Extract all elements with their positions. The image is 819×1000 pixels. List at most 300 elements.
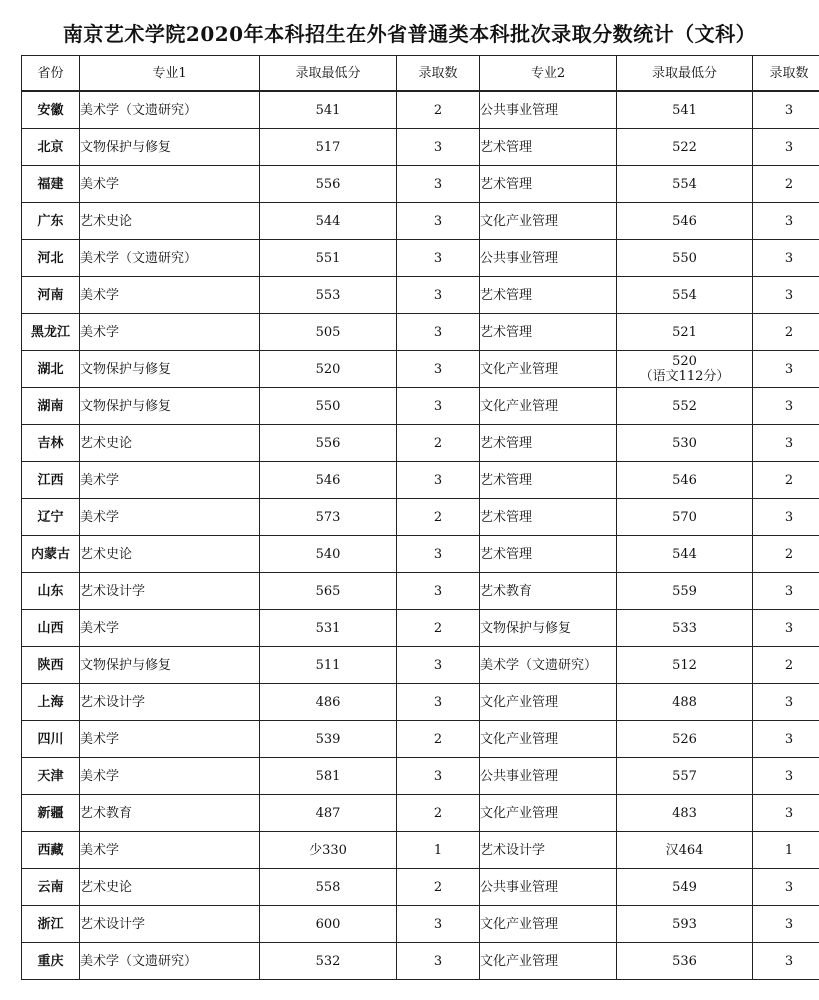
min-score-1-cell-text: 487 — [315, 805, 341, 821]
major-2-cell-text: 文化产业管理 — [480, 953, 559, 969]
admitted-1-cell — [397, 314, 480, 351]
table-row — [22, 314, 819, 351]
min-score-1-cell-text: 546 — [315, 472, 341, 488]
major-2-cell-text: 文化产业管理 — [480, 398, 559, 414]
admitted-2-cell — [753, 166, 819, 203]
major-2-cell — [480, 795, 617, 832]
min-score-1-cell — [260, 91, 397, 129]
province-cell-text: 西藏 — [37, 842, 64, 858]
major-1-cell-text: 文物保护与修复 — [80, 361, 172, 377]
min-score-2-cell — [617, 943, 753, 980]
province-cell — [22, 721, 80, 758]
admitted-1-cell-text: 3 — [433, 324, 443, 340]
admitted-1-cell-text: 3 — [433, 768, 443, 784]
min-score-2-cell-text: 550 — [672, 250, 697, 266]
major-1-cell-text: 美术学 — [80, 842, 120, 858]
min-score-2-cell — [617, 240, 753, 277]
admitted-2-cell-text: 2 — [784, 546, 794, 562]
major-2-cell — [480, 425, 617, 462]
major-2-cell-text: 艺术设计学 — [480, 842, 546, 858]
province-cell — [22, 573, 80, 610]
table-row — [22, 499, 819, 536]
min-score-1-cell — [260, 166, 397, 203]
table-row — [22, 425, 819, 462]
admitted-2-cell-text: 3 — [784, 916, 794, 932]
major-2-cell — [480, 943, 617, 980]
min-score-2-cell-text: 549 — [672, 879, 697, 895]
major-2-cell — [480, 758, 617, 795]
major-2-cell-text: 艺术管理 — [480, 509, 533, 525]
admitted-2-cell-text: 3 — [784, 509, 794, 525]
table-row — [22, 684, 819, 721]
major-1-cell — [80, 203, 260, 240]
min-score-2-cell — [617, 129, 753, 166]
admitted-1-cell-text: 2 — [433, 879, 443, 895]
min-score-1-cell — [260, 129, 397, 166]
major-1-cell-text: 艺术史论 — [80, 879, 133, 895]
min-score-2-cell — [617, 388, 753, 425]
min-score-2-cell-text: 526 — [672, 731, 697, 747]
min-score-2-cell — [617, 795, 753, 832]
min-score-1-cell — [260, 499, 397, 536]
admitted-1-cell-text: 3 — [433, 176, 443, 192]
table-row — [22, 277, 819, 314]
table-header-row — [22, 56, 819, 92]
major-1-cell — [80, 129, 260, 166]
min-score-1-cell — [260, 647, 397, 684]
min-score-1-cell-text: 573 — [315, 509, 341, 525]
admitted-1-cell — [397, 869, 480, 906]
province-cell — [22, 832, 80, 869]
admitted-1-cell-text: 3 — [433, 287, 443, 303]
min-score-1-cell-text: 少330 — [309, 842, 347, 858]
province-cell — [22, 166, 80, 203]
min-score-1-cell — [260, 610, 397, 647]
admitted-2-cell-text: 3 — [784, 102, 794, 118]
admitted-1-cell — [397, 388, 480, 425]
major-1-cell-text: 艺术教育 — [80, 805, 133, 821]
admitted-1-cell — [397, 610, 480, 647]
province-cell — [22, 684, 80, 721]
admitted-1-cell — [397, 758, 480, 795]
major-1-cell-text: 艺术设计学 — [80, 694, 146, 710]
major-2-cell — [480, 91, 617, 129]
major-1-cell — [80, 943, 260, 980]
admitted-1-cell — [397, 425, 480, 462]
min-score-1-cell-text: 581 — [315, 768, 341, 784]
admitted-1-cell-text: 3 — [433, 916, 443, 932]
header-major-1: 专业1 — [80, 56, 260, 92]
min-score-2-cell-text: 汉464 — [665, 842, 704, 858]
province-cell-text: 四川 — [37, 731, 64, 747]
admitted-2-cell — [753, 832, 819, 869]
admitted-1-cell — [397, 573, 480, 610]
min-score-2-cell-text: 522 — [672, 139, 697, 155]
major-2-cell — [480, 166, 617, 203]
table-row — [22, 721, 819, 758]
major-2-cell — [480, 647, 617, 684]
province-cell-text: 广东 — [37, 213, 64, 229]
province-cell-text: 湖南 — [37, 398, 64, 414]
min-score-1-cell-text: 505 — [315, 324, 341, 340]
admitted-2-cell-text: 3 — [784, 398, 794, 414]
min-score-2-cell-text: 536 — [672, 953, 697, 969]
admitted-1-cell-text: 2 — [433, 731, 443, 747]
admitted-2-cell-text: 3 — [784, 805, 794, 821]
admitted-1-cell — [397, 684, 480, 721]
admitted-2-cell — [753, 536, 819, 573]
major-1-cell-text: 美术学 — [80, 176, 120, 192]
major-1-cell — [80, 721, 260, 758]
min-score-1-cell-text: 541 — [315, 102, 341, 118]
header-province: 省份 — [22, 56, 80, 92]
province-cell-text: 黑龙江 — [30, 324, 70, 340]
min-score-1-cell — [260, 277, 397, 314]
admitted-2-cell — [753, 647, 819, 684]
table-row — [22, 758, 819, 795]
min-score-1-cell — [260, 462, 397, 499]
admitted-2-cell-text: 1 — [784, 842, 794, 858]
table-row — [22, 203, 819, 240]
province-cell-text: 吉林 — [37, 435, 64, 451]
admitted-1-cell — [397, 832, 480, 869]
admitted-1-cell-text: 3 — [433, 472, 443, 488]
major-1-cell-text: 文物保护与修复 — [80, 398, 172, 414]
major-1-cell-text: 艺术设计学 — [80, 583, 146, 599]
major-1-cell — [80, 462, 260, 499]
table-row — [22, 795, 819, 832]
province-cell — [22, 388, 80, 425]
admitted-1-cell-text: 3 — [433, 546, 443, 562]
province-cell-text: 陕西 — [37, 657, 64, 673]
province-cell-text: 安徽 — [37, 102, 64, 118]
province-cell-text: 浙江 — [37, 916, 64, 932]
major-1-cell-text: 美术学 — [80, 620, 120, 636]
min-score-2-cell-text: 530 — [672, 435, 697, 451]
header-min-score-1: 录取最低分 — [260, 56, 397, 92]
admitted-1-cell-text: 3 — [433, 213, 443, 229]
min-score-1-cell-text: 539 — [315, 731, 341, 747]
table-row — [22, 832, 819, 869]
min-score-1-cell-text: 550 — [315, 398, 341, 414]
major-2-cell-text: 文化产业管理 — [480, 731, 559, 747]
min-score-2-cell — [617, 351, 753, 388]
admitted-2-cell-text: 3 — [784, 361, 794, 377]
min-score-2-cell-text: 520 — [672, 354, 697, 369]
min-score-1-cell — [260, 240, 397, 277]
major-2-cell-text: 公共事业管理 — [480, 250, 559, 266]
province-cell-text: 河北 — [37, 250, 64, 266]
page-title: 南京艺术学院2020年本科招生在外省普通类本科批次录取分数统计（文科） — [62, 22, 757, 46]
header-min-score-2: 录取最低分 — [617, 56, 753, 92]
major-1-cell-text: 美术学（文遗研究） — [80, 953, 198, 969]
min-score-1-cell-text: 556 — [315, 435, 341, 451]
admitted-1-cell — [397, 277, 480, 314]
admitted-2-cell — [753, 499, 819, 536]
min-score-1-cell — [260, 388, 397, 425]
min-score-2-cell-text: 544 — [672, 546, 697, 562]
admitted-2-cell — [753, 758, 819, 795]
admitted-2-cell — [753, 314, 819, 351]
major-1-cell-text: 美术学 — [80, 324, 120, 340]
min-score-1-cell-text: 540 — [315, 546, 341, 562]
admitted-1-cell — [397, 536, 480, 573]
admitted-2-cell-text: 3 — [784, 731, 794, 747]
table-row — [22, 351, 819, 388]
admitted-2-cell — [753, 388, 819, 425]
province-cell — [22, 943, 80, 980]
admitted-2-cell — [753, 351, 819, 388]
admitted-1-cell — [397, 499, 480, 536]
min-score-1-cell-text: 520 — [315, 361, 341, 377]
header-major-2: 专业2 — [480, 56, 617, 92]
province-cell — [22, 795, 80, 832]
min-score-1-cell — [260, 906, 397, 943]
admitted-1-cell — [397, 351, 480, 388]
admitted-1-cell-text: 2 — [433, 620, 443, 636]
major-1-cell — [80, 610, 260, 647]
header-admitted-1: 录取数 — [397, 56, 480, 92]
admitted-2-cell-text: 2 — [784, 472, 794, 488]
table-row — [22, 166, 819, 203]
major-1-cell — [80, 573, 260, 610]
min-score-2-cell-text: 533 — [672, 620, 697, 636]
admitted-2-cell — [753, 721, 819, 758]
province-cell-text: 湖北 — [37, 361, 64, 377]
major-1-cell-text: 美术学 — [80, 472, 120, 488]
province-cell — [22, 91, 80, 129]
admitted-2-cell — [753, 573, 819, 610]
major-1-cell-text: 文物保护与修复 — [80, 139, 172, 155]
min-score-1-cell-text: 486 — [315, 694, 341, 710]
min-score-1-cell — [260, 795, 397, 832]
major-1-cell — [80, 795, 260, 832]
province-cell — [22, 536, 80, 573]
min-score-1-cell — [260, 314, 397, 351]
major-1-cell — [80, 91, 260, 129]
province-cell — [22, 462, 80, 499]
major-2-cell-text: 艺术管理 — [480, 546, 533, 562]
min-score-1-cell-text: 556 — [315, 176, 341, 192]
table-row — [22, 129, 819, 166]
min-score-2-cell — [617, 499, 753, 536]
min-score-1-cell — [260, 351, 397, 388]
admitted-1-cell-text: 3 — [433, 398, 443, 414]
admitted-2-cell — [753, 240, 819, 277]
province-cell-text: 天津 — [37, 768, 64, 784]
min-score-1-cell-text: 511 — [315, 657, 341, 673]
major-2-cell-text: 艺术管理 — [480, 176, 533, 192]
min-score-2-cell-text: 593 — [672, 916, 697, 932]
admitted-1-cell-text: 2 — [433, 435, 443, 451]
major-2-cell — [480, 240, 617, 277]
major-1-cell-text: 美术学（文遗研究） — [80, 250, 198, 266]
major-2-cell-text: 文物保护与修复 — [480, 620, 572, 636]
min-score-1-cell — [260, 869, 397, 906]
admitted-1-cell-text: 2 — [433, 102, 443, 118]
major-2-cell — [480, 610, 617, 647]
min-score-1-cell-text: 517 — [315, 139, 341, 155]
min-score-2-cell — [617, 573, 753, 610]
province-cell — [22, 129, 80, 166]
admission-score-table — [21, 55, 819, 980]
admitted-2-cell-text: 3 — [784, 213, 794, 229]
admitted-2-cell-text: 3 — [784, 620, 794, 636]
major-1-cell-text: 艺术史论 — [80, 435, 133, 451]
min-score-2-cell-text: 546 — [672, 213, 697, 229]
province-cell — [22, 240, 80, 277]
table-row — [22, 943, 819, 980]
major-1-cell-text: 艺术史论 — [80, 213, 133, 229]
major-2-cell — [480, 277, 617, 314]
major-2-cell-text: 公共事业管理 — [480, 879, 559, 895]
major-1-cell — [80, 647, 260, 684]
admitted-1-cell — [397, 647, 480, 684]
province-cell-text: 福建 — [37, 176, 64, 192]
min-score-1-cell — [260, 943, 397, 980]
province-cell — [22, 277, 80, 314]
admitted-1-cell — [397, 240, 480, 277]
major-1-cell — [80, 758, 260, 795]
province-cell — [22, 647, 80, 684]
major-2-cell-text: 文化产业管理 — [480, 694, 559, 710]
major-1-cell — [80, 906, 260, 943]
admitted-2-cell-text: 2 — [784, 176, 794, 192]
major-2-cell-text: 艺术教育 — [480, 583, 533, 599]
major-1-cell — [80, 388, 260, 425]
major-2-cell-text: 艺术管理 — [480, 324, 533, 340]
min-score-2-cell — [617, 647, 753, 684]
min-score-1-cell-text: 532 — [315, 953, 341, 969]
admitted-2-cell-text: 3 — [784, 139, 794, 155]
min-score-2-cell — [617, 869, 753, 906]
min-score-2-cell — [617, 906, 753, 943]
major-1-cell — [80, 314, 260, 351]
province-cell-text: 云南 — [37, 879, 64, 895]
admitted-2-cell-text: 3 — [784, 879, 794, 895]
admitted-1-cell — [397, 462, 480, 499]
min-score-2-cell — [617, 610, 753, 647]
province-cell-text: 山东 — [37, 583, 64, 599]
admitted-2-cell-text: 3 — [784, 953, 794, 969]
major-2-cell — [480, 462, 617, 499]
min-score-1-cell-text: 565 — [315, 583, 341, 599]
major-2-cell-text: 美术学（文遗研究） — [480, 657, 598, 673]
major-1-cell — [80, 499, 260, 536]
major-2-cell — [480, 499, 617, 536]
admitted-1-cell — [397, 795, 480, 832]
admitted-2-cell — [753, 869, 819, 906]
admitted-2-cell-text: 3 — [784, 287, 794, 303]
min-score-1-cell-text: 553 — [315, 287, 341, 303]
admitted-2-cell-text: 2 — [784, 657, 794, 673]
major-2-cell-text: 艺术管理 — [480, 287, 533, 303]
major-1-cell — [80, 684, 260, 721]
admitted-1-cell — [397, 943, 480, 980]
min-score-1-cell — [260, 832, 397, 869]
major-1-cell-text: 美术学（文遗研究） — [80, 102, 198, 118]
min-score-2-cell — [617, 91, 753, 129]
min-score-1-cell-text: 531 — [315, 620, 341, 636]
major-1-cell-text: 文物保护与修复 — [80, 657, 172, 673]
province-cell — [22, 499, 80, 536]
major-1-cell — [80, 536, 260, 573]
major-2-cell-text: 文化产业管理 — [480, 805, 559, 821]
min-score-2-cell-text: 559 — [672, 583, 697, 599]
major-1-cell-text: 艺术史论 — [80, 546, 133, 562]
table-row — [22, 536, 819, 573]
min-score-2-cell — [617, 425, 753, 462]
admitted-2-cell-text: 3 — [784, 694, 794, 710]
min-score-1-cell — [260, 425, 397, 462]
admitted-2-cell — [753, 91, 819, 129]
province-cell — [22, 314, 80, 351]
major-2-cell — [480, 536, 617, 573]
min-score-2-cell-text: 554 — [672, 287, 697, 303]
major-2-cell-text: 公共事业管理 — [480, 768, 559, 784]
min-score-2-cell — [617, 536, 753, 573]
admitted-2-cell — [753, 129, 819, 166]
province-cell — [22, 610, 80, 647]
major-2-cell — [480, 869, 617, 906]
min-score-2-cell — [617, 314, 753, 351]
admitted-1-cell — [397, 166, 480, 203]
province-cell-text: 新疆 — [37, 805, 64, 821]
min-score-1-cell-text: 551 — [315, 250, 341, 266]
min-score-2-cell — [617, 758, 753, 795]
admitted-1-cell-text: 3 — [433, 694, 443, 710]
min-score-1-cell — [260, 536, 397, 573]
min-score-2-cell-text: 557 — [672, 768, 697, 784]
province-cell-text: 辽宁 — [37, 509, 64, 525]
province-cell-text: 北京 — [37, 139, 64, 155]
major-1-cell — [80, 869, 260, 906]
min-score-1-cell-text: 558 — [315, 879, 341, 895]
admitted-1-cell — [397, 91, 480, 129]
admitted-1-cell-text: 3 — [433, 139, 443, 155]
min-score-2-cell-text: 483 — [672, 805, 697, 821]
province-cell — [22, 425, 80, 462]
province-cell-text: 山西 — [37, 620, 64, 636]
province-cell — [22, 351, 80, 388]
admitted-1-cell-text: 3 — [433, 361, 443, 377]
table-row — [22, 91, 819, 129]
admitted-2-cell-text: 3 — [784, 768, 794, 784]
major-2-cell-text: 文化产业管理 — [480, 213, 559, 229]
province-cell — [22, 906, 80, 943]
admitted-1-cell — [397, 203, 480, 240]
admitted-2-cell-text: 3 — [784, 250, 794, 266]
min-score-2-cell-text: 554 — [672, 176, 697, 192]
min-score-2-cell — [617, 832, 753, 869]
min-score-1-cell — [260, 573, 397, 610]
major-2-cell — [480, 351, 617, 388]
admitted-2-cell — [753, 425, 819, 462]
major-2-cell-text: 文化产业管理 — [480, 916, 559, 932]
min-score-1-cell — [260, 721, 397, 758]
min-score-2-cell-text: 521 — [672, 324, 697, 340]
min-score-1-cell-text: 544 — [315, 213, 341, 229]
admitted-2-cell — [753, 203, 819, 240]
admitted-2-cell-text: 3 — [784, 435, 794, 451]
table-row — [22, 240, 819, 277]
min-score-1-cell — [260, 203, 397, 240]
admitted-2-cell — [753, 943, 819, 980]
major-1-cell-text: 美术学 — [80, 287, 120, 303]
min-score-2-cell-text: 541 — [672, 102, 697, 118]
major-1-cell-text: 美术学 — [80, 509, 120, 525]
major-1-cell-text: 美术学 — [80, 731, 120, 747]
